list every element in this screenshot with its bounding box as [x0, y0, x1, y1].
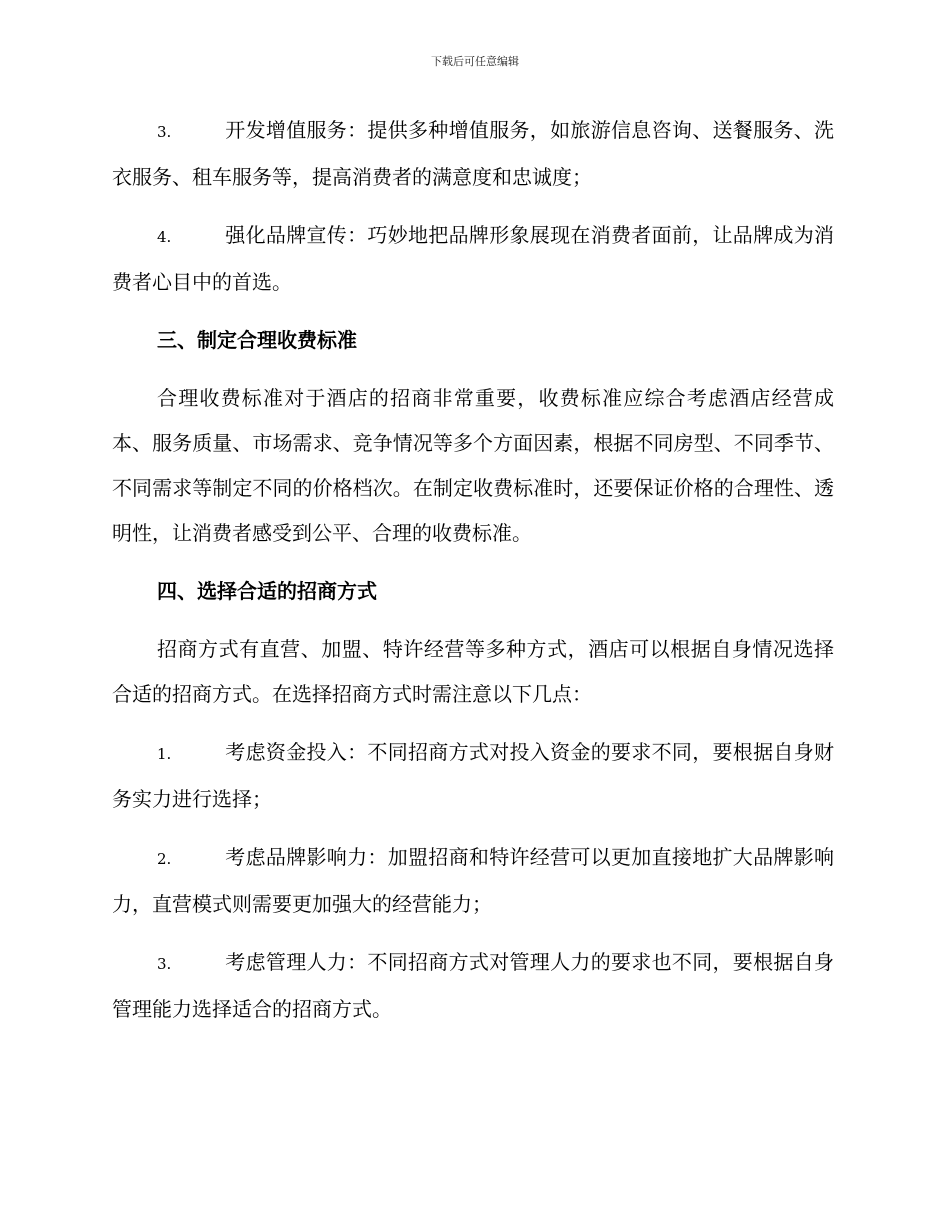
list-item [112, 730, 834, 822]
list-item [112, 108, 834, 200]
paragraph: 招商方式有直营、加盟、特许经营等多种方式，酒店可以根据自身情况选择合适的招商方式。在选择招商方式时需注意以下几点： [112, 637, 834, 706]
paragraph: 合理收费标准对于酒店的招商非常重要，收费标准应综合考虑酒店经营成本、服务质量、市场需求、竞争情况等多个方面因素，根据不同房型、不同季节、不同需求等制定不同的价格档次。在制定收费标准时，还要保证价格的合理性、透明性，让消费者感受到公平、合理的收费标准。 [112, 386, 834, 545]
list-item [112, 940, 834, 1032]
list-item-number: 3. [157, 955, 172, 973]
list-item-number: 4. [157, 228, 172, 246]
list-item [112, 835, 834, 927]
list-item-text: 考虑资金投入：不同招商方式对投入资金的要求不同，要根据自身财务实力进行选择； [112, 740, 834, 811]
page-header: 下载后可任意编辑 [431, 55, 519, 68]
list-item [112, 213, 834, 305]
section-heading: 三、制定合理收费标准 [157, 328, 357, 352]
list-item-number: 2. [157, 850, 172, 868]
section-heading: 四、选择合适的招商方式 [157, 579, 377, 603]
list-item-text: 考虑管理人力：不同招商方式对管理人力的要求也不同，要根据自身管理能力选择适合的招商方式。 [112, 950, 834, 1021]
list-item-text: 强化品牌宣传：巧妙地把品牌形象展现在消费者面前，让品牌成为消费者心目中的首选。 [112, 223, 834, 294]
list-item-number: 3. [157, 123, 172, 141]
list-item-number: 1. [157, 745, 172, 763]
list-item-text: 考虑品牌影响力：加盟招商和特许经营可以更加直接地扩大品牌影响力，直营模式则需要更加强大的经营能力； [112, 845, 834, 916]
document-body [112, 108, 834, 1045]
list-item-text: 开发增值服务：提供多种增值服务，如旅游信息咨询、送餐服务、洗衣服务、租车服务等，提高消费者的满意度和忠诚度； [112, 118, 834, 189]
